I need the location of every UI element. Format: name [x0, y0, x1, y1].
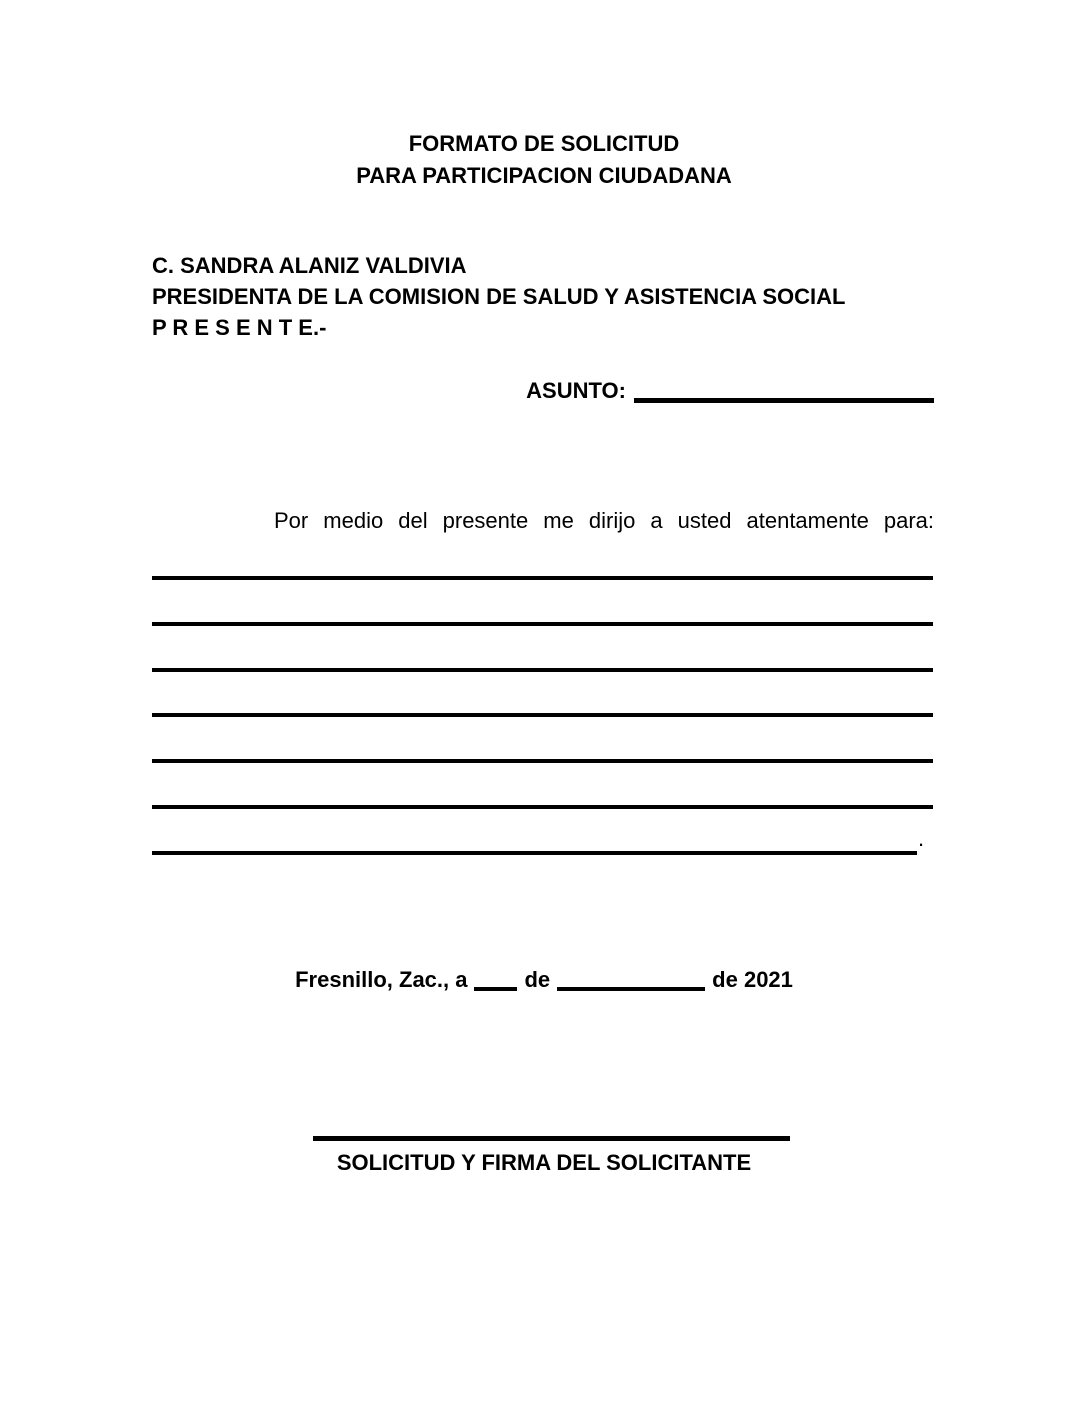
- ruled-line: [152, 851, 917, 855]
- addressee-salutation: P R E S E N T E.-: [152, 315, 327, 340]
- body-intro-paragraph: Por medio del presente me dirijo a usted atentamente para:: [274, 508, 934, 533]
- subject-row: [526, 371, 934, 404]
- ruled-line: [152, 668, 933, 672]
- document-title: [0, 128, 1088, 192]
- date-suffix: de 2021: [712, 967, 793, 992]
- signature-line: [313, 1136, 790, 1141]
- date-day-blank-field: [474, 967, 517, 991]
- date-line: [0, 963, 1088, 993]
- ruled-line: [152, 805, 933, 809]
- title-line-2: PARA PARTICIPACION CIUDADANA: [356, 163, 732, 188]
- date-prefix: Fresnillo, Zac., a: [295, 967, 468, 992]
- signature-label: SOLICITUD Y FIRMA DEL SOLICITANTE: [336, 1150, 752, 1175]
- subject-label: ASUNTO:: [526, 378, 626, 403]
- subject-blank-field: [634, 376, 934, 403]
- date-mid: de: [524, 967, 551, 992]
- title-line-1: FORMATO DE SOLICITUD: [408, 131, 680, 156]
- ruled-line: [152, 759, 933, 763]
- addressee-role: PRESIDENTA DE LA COMISION DE SALUD Y ASISTENCIA SOCIAL: [152, 284, 846, 309]
- ruled-line: [152, 713, 933, 717]
- addressee-name: C. SANDRA ALANIZ VALDIVIA: [152, 253, 467, 278]
- ruled-line: [152, 622, 933, 626]
- addressee-block: [152, 250, 845, 343]
- body-trailing-period: .: [918, 826, 925, 851]
- date-month-blank-field: [557, 967, 705, 991]
- ruled-line: [152, 576, 933, 580]
